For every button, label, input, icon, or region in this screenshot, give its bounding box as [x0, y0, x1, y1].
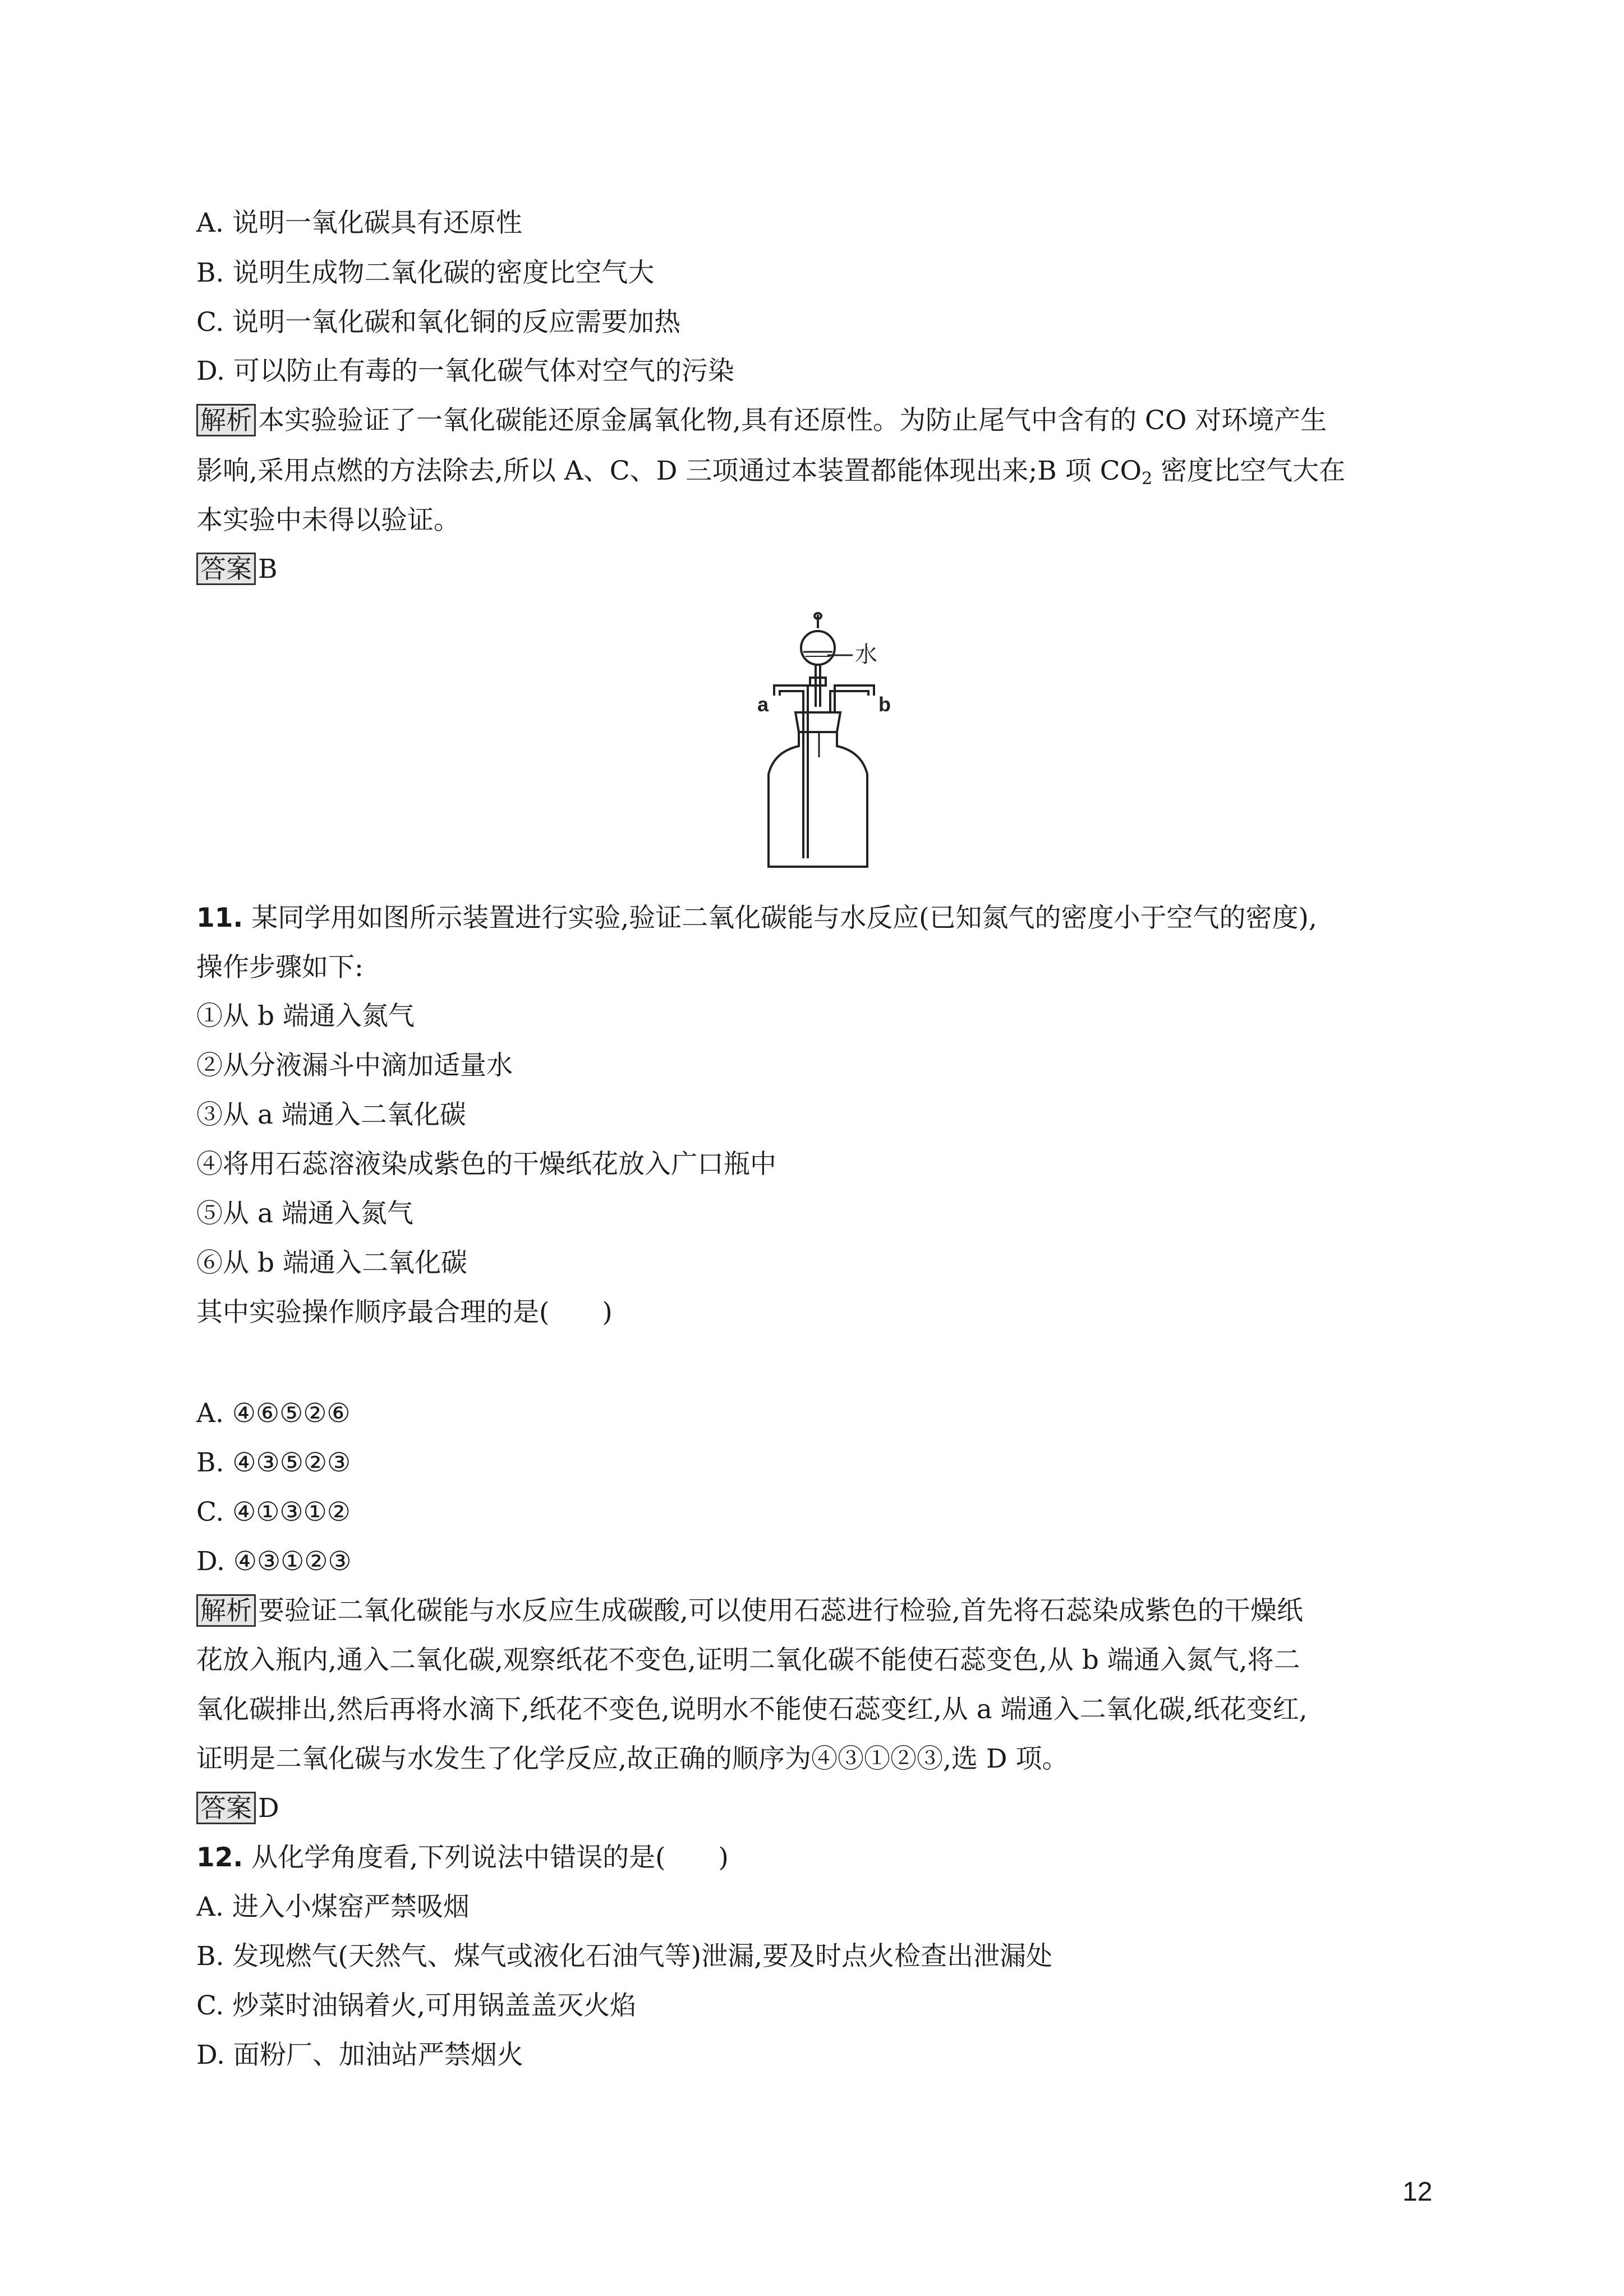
q11-analysis-line-1	[196, 1594, 1303, 1628]
q10-analysis-line-1	[196, 404, 1327, 438]
q11-step-5: ⑤从 a 端通入氮气	[196, 1198, 413, 1229]
q11-answer	[196, 1792, 279, 1825]
gas-bottle-apparatus-figure	[752, 611, 898, 869]
q11-option-c: C. ④①③①②	[196, 1497, 351, 1527]
q11-stem-line-1	[196, 901, 1317, 935]
q12-option-a: A. 进入小煤窑严禁吸烟	[196, 1892, 470, 1922]
stem-text: 某同学用如图所示装置进行实验,验证二氧化碳能与水反应(已知氮气的密度小于空气的密度),	[243, 903, 1317, 933]
question-number: 12.	[196, 1842, 243, 1873]
tube-b-label: b	[878, 693, 891, 716]
q12-stem	[196, 1841, 729, 1875]
water-label: 水	[855, 642, 877, 668]
q11-question: 其中实验操作顺序最合理的是( )	[196, 1297, 613, 1328]
analysis-text: 密度比空气大在	[1152, 455, 1346, 486]
q10-answer	[196, 553, 278, 586]
q10-option-c: C. 说明一氧化碳和氧化铜的反应需要加热	[196, 307, 681, 338]
tube-a-label: a	[757, 693, 769, 716]
analysis-text: 要验证二氧化碳能与水反应生成碳酸,可以使用石蕊进行检验,首先将石蕊染成紫色的干燥纸	[258, 1595, 1303, 1626]
q11-step-2: ②从分液漏斗中滴加适量水	[196, 1050, 513, 1081]
question-number: 11.	[196, 903, 243, 933]
answer-tag: 答案	[196, 553, 256, 585]
answer-value: B	[258, 554, 278, 585]
q11-stem-line-2: 操作步骤如下:	[196, 952, 364, 983]
q10-option-d: D. 可以防止有毒的一氧化碳气体对空气的污染	[196, 356, 734, 386]
q11-analysis-line-3: 氧化碳排出,然后再将水滴下,纸花不变色,说明水不能使石蕊变红,从 a 端通入二氧化碳,纸花变红,	[196, 1694, 1308, 1725]
co2-subscript: 2	[1142, 469, 1153, 489]
answer-tag: 答案	[196, 1792, 256, 1824]
q10-analysis-line-2	[196, 454, 1345, 488]
answer-value: D	[258, 1793, 279, 1824]
analysis-tag: 解析	[196, 404, 256, 436]
page-number: 12	[1402, 2177, 1433, 2207]
q11-option-a: A. ④⑥⑤②⑥	[196, 1398, 351, 1429]
analysis-text: 影响,采用点燃的方法除去,所以 A、C、D 三项通过本装置都能体现出来;B 项 CO	[196, 455, 1142, 486]
q10-analysis-line-3: 本实验中未得以验证。	[196, 505, 460, 536]
q12-option-b: B. 发现燃气(天然气、煤气或液化石油气等)泄漏,要及时点火检查出泄漏处	[196, 1941, 1053, 1972]
q11-step-3: ③从 a 端通入二氧化碳	[196, 1099, 466, 1130]
q11-step-1: ①从 b 端通入氮气	[196, 1001, 415, 1032]
q11-option-b: B. ④③⑤②③	[196, 1447, 351, 1478]
q11-step-6: ⑥从 b 端通入二氧化碳	[196, 1248, 467, 1278]
q11-analysis-line-4: 证明是二氧化碳与水发生了化学反应,故正确的顺序为④③①②③,选 D 项。	[196, 1743, 1069, 1774]
analysis-text: 本实验验证了一氧化碳能还原金属氧化物,具有还原性。为防止尾气中含有的 CO 对环境产生	[258, 405, 1327, 436]
q10-option-a: A. 说明一氧化碳具有还原性	[196, 208, 522, 238]
q11-step-4: ④将用石蕊溶液染成紫色的干燥纸花放入广口瓶中	[196, 1149, 776, 1180]
stem-text: 从化学角度看,下列说法中错误的是( )	[243, 1842, 729, 1873]
analysis-tag: 解析	[196, 1594, 256, 1627]
q12-option-d: D. 面粉厂、加油站严禁烟火	[196, 2040, 523, 2070]
q11-option-d: D. ④③①②③	[196, 1546, 352, 1577]
q10-option-b: B. 说明生成物二氧化碳的密度比空气大	[196, 257, 655, 288]
q12-option-c: C. 炒菜时油锅着火,可用锅盖盖灭火焰	[196, 1990, 637, 2021]
q11-analysis-line-2: 花放入瓶内,通入二氧化碳,观察纸花不变色,证明二氧化碳不能使石蕊变色,从 b 端通入氮气,将二	[196, 1645, 1300, 1676]
